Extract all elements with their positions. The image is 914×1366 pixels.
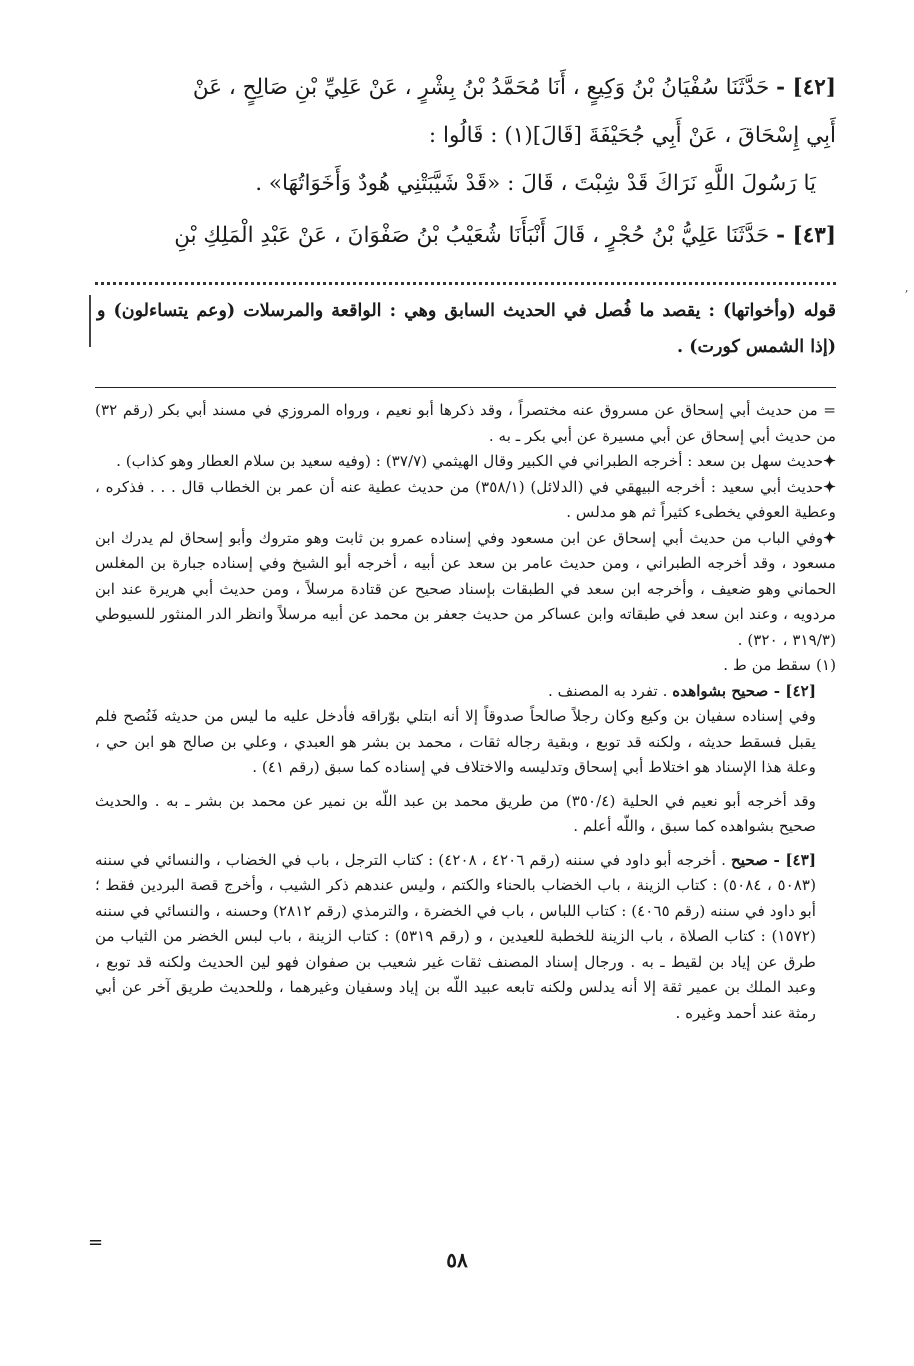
- note-42-heading: [٤٢] - صحيح بشواهده: [672, 681, 816, 700]
- gloss-note: [95, 293, 836, 365]
- note-footnote-1: (١) سقط من ط .: [723, 656, 836, 674]
- note-43-text: . أخرجه أبو داود في سننه (رقم ٤٢٠٦ ، ٤٢٠٨) : كتاب الترجل ، باب في الخضاب ، والنسائي في سننه (٥٠٨٣ ، ٥٠٨٤) : كتاب الزينة ، باب الخضاب بالحناء والكتم ، وليس عندهم ذكر الشيب ، وأخرج قصة البردين فقط ؛ أبو داود في سننه (رقم ٤٠٦٥) : كتاب اللباس ، باب في الخضرة ، والترمذي (رقم ٢٨١٢) وحسنه ، والنسائي في سننه (١٥٧٢) : كتاب الصلاة ، باب الزينة للخطبة للعيدين ، و (رقم ٥٣١٩) : كتاب الزينة ، باب لبس الخضر من الثياب من طرق عن إياد بن لقيط ـ به . ورجال إسناد المصنف ثقات غير شعيب بن صفوان فهو لين الحديث ولكنه قد توبع ، وعبد الملك بن عمير ثقة إلا أنه يدلس ولكنه تابعه عبيد اللّه بن إياد وسفيان وغيرهما ، وللحديث طريق آخر عن أبي رمثة عند أحمد وغيره .: [95, 850, 817, 1022]
- footnotes: [95, 398, 836, 1026]
- footnote-rule: [95, 387, 836, 388]
- gloss-bar: [89, 295, 91, 347]
- continuation-mark-bottom: =: [88, 1232, 104, 1253]
- hadith-42-line-1: [95, 64, 836, 112]
- note-42-takhrij: وقد أخرجه أبو نعيم في الحلية (٣٥٠/٤) من طريق محمد بن عبد اللّه بن نمير عن محمد بن بشر ـ به . والحديث صحيح بشواهده كما سبق ، واللّه أعلم .: [95, 791, 816, 835]
- hadith-42-line-3: يَا رَسُولَ اللَّهِ نَرَاكَ قَدْ شِبْتَ ، قَالَ : «قَدْ شَيَّبَتْنِي هُودٌ وَأَخَوَاتُهَا» .: [255, 171, 816, 196]
- hadith-42-line-1-text: حَدَّثَنَا سُفْيَانُ بْنُ وَكِيعٍ ، أَنَا مُحَمَّدُ بْنُ بِشْرٍ ، عَنْ عَلِيِّ بْنِ صَالِحٍ ، عَنْ: [192, 75, 770, 100]
- note-43: [95, 848, 836, 1027]
- hadith-42-number: [٤٢] -: [776, 75, 836, 100]
- margin-mark: ʼ: [904, 288, 908, 302]
- hadith-42-line-2: أَبِي إِسْحَاقَ ، عَنْ أَبِي جُحَيْفَةَ [قَالَ](١) : قَالُوا :: [428, 123, 836, 148]
- note-42-grade-text: . تفرد به المصنف .: [547, 681, 668, 700]
- hadith-43-line-1: [95, 212, 836, 260]
- page-number: ٥٨: [446, 1248, 468, 1272]
- page-body: [95, 64, 836, 1026]
- hadith-text: [95, 64, 836, 260]
- gloss-text: قوله (وأخواتها) : يقصد ما فُصل في الحديث السابق وهي : الواقعة والمرسلات (وعم يتساءلون) و (إذا الشمس كورت) .: [97, 301, 836, 357]
- note-43-heading: [٤٣] - صحيح: [730, 850, 817, 869]
- note-fil-bab: ✦ وفي الباب من حديث أبي إسحاق عن ابن مسعود وفي إسناده عمرو بن ثابت وهو متروك وأبو إسحاق لم يدرك ابن مسعود ، وقد أخرجه الطبراني ، ومن حديث عامر بن سعد عن أبيه ، أخرجه أبو الشيخ وفي إسناده جبارة بن المغلس الحماني وهو ضعيف ، وأخرجه ابن سعد في الطبقات بإسناد صحيح عن قتادة مرسلاً ، ومن حديث أبي هريرة عند ابن مردويه ، وعند ابن سعد في طبقاته وابن عساكر من حديث جعفر بن محمد عن أبيه مرسلاً وانظر الدر المنثور للسيوطي (٣١٩/٣ ، ٣٢٠) .: [95, 526, 836, 654]
- note-sahl-ibn-saad: ✦ حديث سهل بن سعد : أخرجه الطبراني في الكبير وقال الهيثمي (٣٧/٧) : (وفيه سعيد بن سلام العطار وهو كذاب) .: [95, 449, 836, 475]
- note-continuation: = من حديث أبي إسحاق عن مسروق عنه مختصراً ، وقد ذكرها أبو نعيم ، ورواه المروزي في مسند أبي بكر (رقم ٣٢) من حديث أبي إسحاق عن أبي مسيرة عن أبي بكر ـ به .: [95, 401, 836, 445]
- note-abu-saeed: ✦ حديث أبي سعيد : أخرجه البيهقي في (الدلائل) (٣٥٨/١) من حديث عطية عنه أن عمر بن الخطاب قال . . . فذكره ، وعطية العوفي يخطىء كثيراً ثم هو مدلس .: [95, 475, 836, 526]
- dotted-separator: [95, 260, 836, 285]
- note-42-grade: [95, 679, 836, 705]
- hadith-43-line-1-text: حَدَّثَنَا عَلِيُّ بْنُ حُجْرٍ ، قَالَ أَنْبَأَنَا شُعَيْبُ بْنُ صَفْوَانَ ، عَنْ عَبْدِ الْمَلِكِ بْنِ: [174, 223, 770, 248]
- hadith-43-number: [٤٣] -: [776, 223, 836, 248]
- note-42-isnad: وفي إسناده سفيان بن وكيع وكان رجلاً صالحاً صدوقاً إلا أنه ابتلي بوّراقه فأدخل عليه ما ليس من حديثه فَنُصح فلم يقبل فسقط حديثه ، ولكنه قد توبع ، وبقية رجاله ثقات ، محمد بن بشر هو العبدي ، وعلي بن صالح هو ابن حي ، وعلة هذا الإسناد هو اختلاط أبي إسحاق وتدليسه والاختلاف في إسناده كما سبق (رقم ٤١) .: [95, 707, 816, 776]
